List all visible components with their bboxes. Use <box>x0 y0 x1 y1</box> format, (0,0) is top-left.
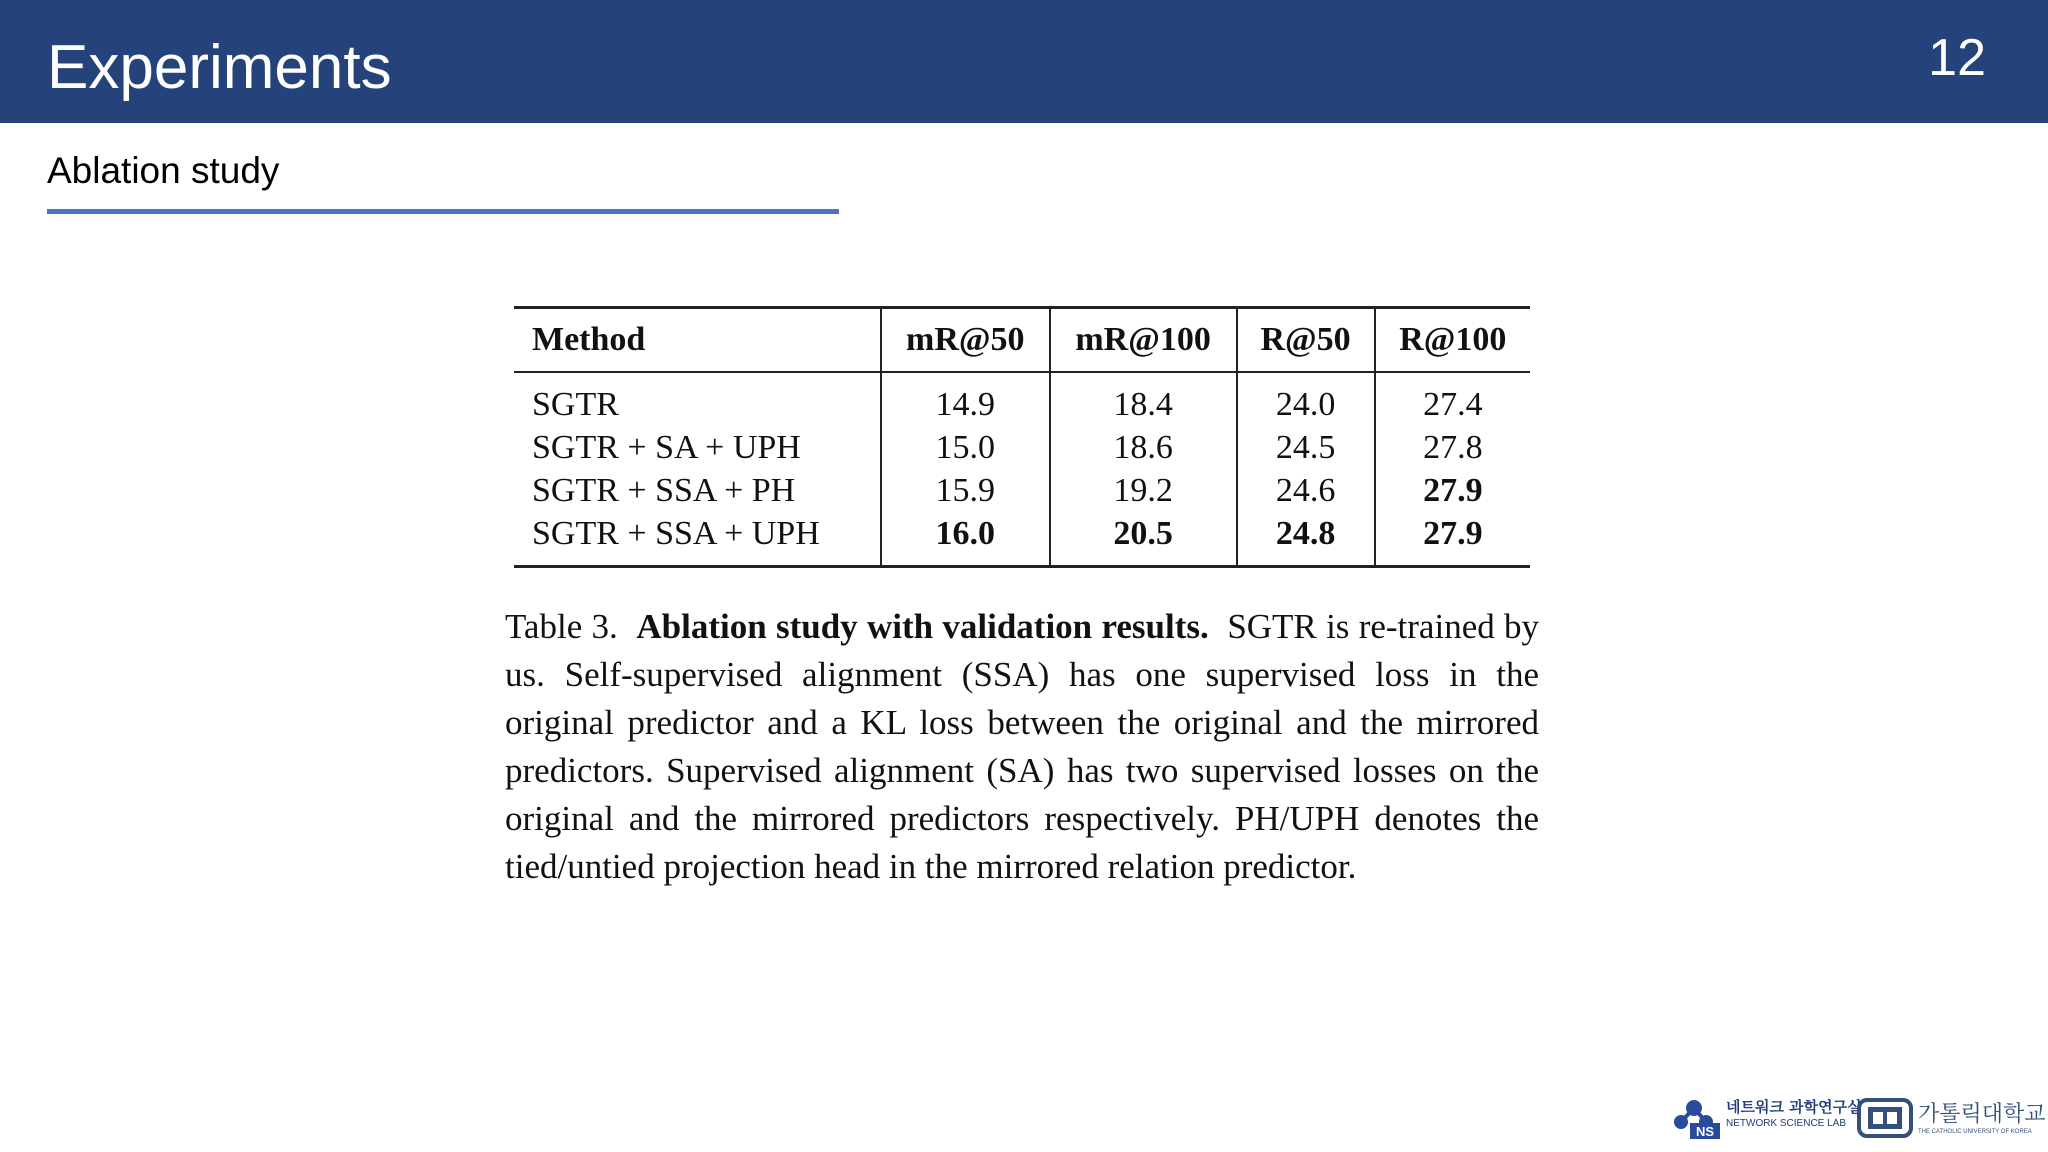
slide-title: Experiments <box>47 33 392 102</box>
column-header: R@100 <box>1375 308 1530 373</box>
table-row <box>514 426 1530 469</box>
ns-lab-name: 네트워크 과학연구실 <box>1726 1098 1862 1116</box>
table-row <box>514 512 1530 567</box>
catholic-university-subtitle: THE CATHOLIC UNIVERSITY OF KOREA <box>1918 1129 2032 1135</box>
footer-logos <box>1672 1094 2046 1144</box>
network-science-lab-logo-icon <box>1672 1096 1722 1140</box>
section-subtitle: Ablation study <box>47 150 280 191</box>
ns-lab-subtitle: NETWORK SCIENCE LAB <box>1726 1118 1847 1129</box>
method-cell: SGTR + SA + UPH <box>532 428 801 466</box>
catholic-university-logo-icon <box>1856 1094 1914 1142</box>
value-cell: 27.8 <box>1375 426 1530 469</box>
table-row <box>514 469 1530 512</box>
caption-label: Table 3. <box>505 607 618 646</box>
table-header-row <box>514 308 1530 373</box>
caption-body: SGTR is re-trained by us. Self-supervised alignment (SSA) has one supervised loss in the original predictor and a KL loss between the original and the mirrored predictors. Supervised alignment (SA) has two supervised losses on the original and the mirrored predictors respectively. PH/UPH denotes the tied/untied projection head in the mirrored relation predictor. <box>505 607 1540 886</box>
table-row <box>514 372 1530 426</box>
column-header: mR@100 <box>1050 308 1237 373</box>
value-cell-best: 27.9 <box>1375 469 1530 512</box>
ns-mark-text: NS <box>1695 1124 1715 1139</box>
value-cell: 27.4 <box>1375 372 1530 426</box>
caption-bold-title: Ablation study with validation results. <box>636 607 1209 646</box>
ablation-table <box>514 306 1530 568</box>
value-cell: 19.2 <box>1050 469 1237 512</box>
subtitle-underline <box>47 209 839 214</box>
value-cell-best: 24.8 <box>1237 512 1375 567</box>
column-header: Method <box>532 321 646 358</box>
slide-header <box>0 0 2048 123</box>
value-cell: 15.0 <box>881 426 1050 469</box>
page-number: 12 <box>1928 29 1986 87</box>
value-cell-best: 27.9 <box>1375 512 1530 567</box>
value-cell-best: 20.5 <box>1050 512 1237 567</box>
method-cell: SGTR <box>532 385 619 423</box>
method-cell: SGTR + SSA + UPH <box>532 514 820 552</box>
value-cell: 18.6 <box>1050 426 1237 469</box>
value-cell: 18.4 <box>1050 372 1237 426</box>
catholic-university-name: 가톨릭대학교 <box>1918 1102 2046 1127</box>
value-cell: 24.0 <box>1237 372 1375 426</box>
column-header: mR@50 <box>881 308 1050 373</box>
column-header: R@50 <box>1237 308 1375 373</box>
value-cell: 15.9 <box>881 469 1050 512</box>
value-cell-best: 16.0 <box>881 512 1050 567</box>
value-cell: 14.9 <box>881 372 1050 426</box>
table-caption <box>505 603 1539 891</box>
method-cell: SGTR + SSA + PH <box>532 471 796 509</box>
value-cell: 24.5 <box>1237 426 1375 469</box>
value-cell: 24.6 <box>1237 469 1375 512</box>
